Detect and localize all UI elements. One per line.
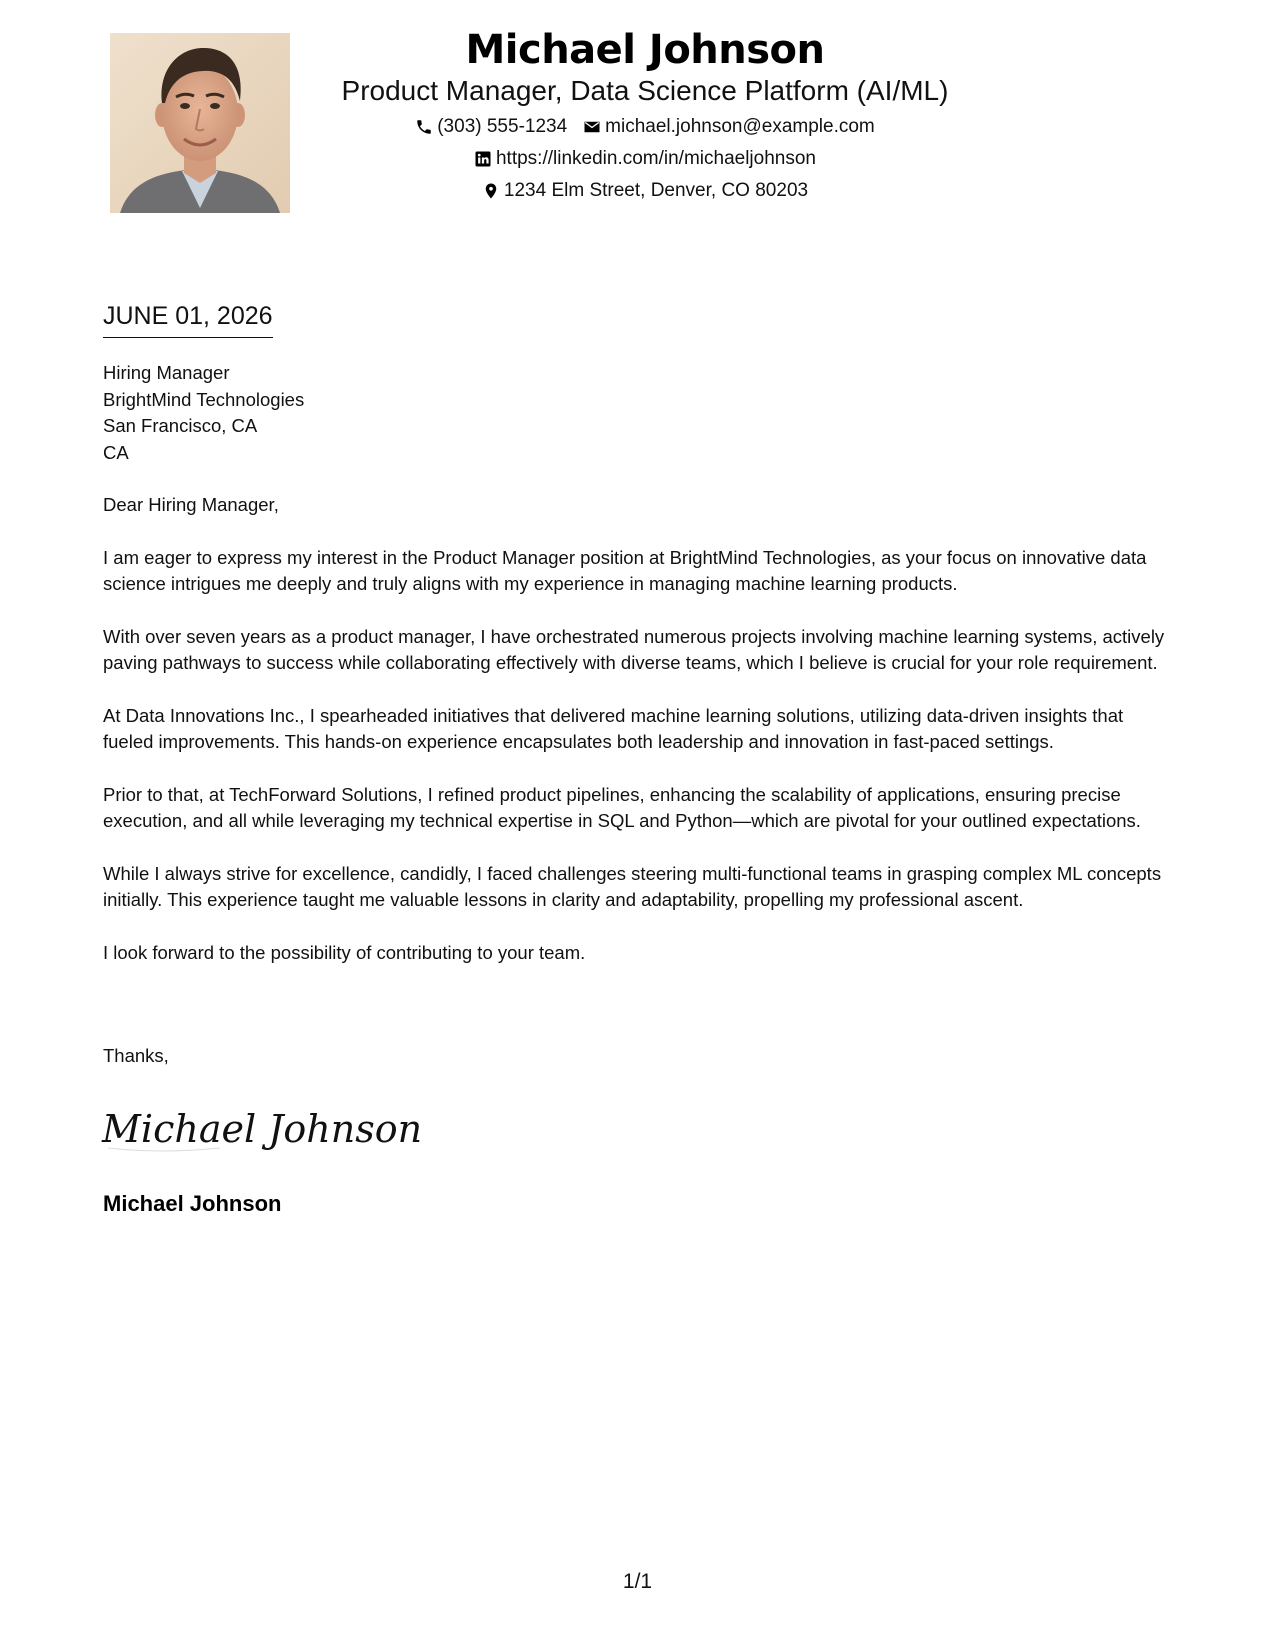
email-address: michael.johnson@example.com	[605, 116, 875, 137]
linkedin-contact	[474, 147, 816, 171]
contact-line-linkedin	[320, 147, 970, 171]
recipient-line: BrightMind Technologies	[103, 388, 305, 410]
body-paragraph: With over seven years as a product manager, I have orchestrated numerous projects involving machine learning systems, actively paving pathways to success while collaborating effectively with diverse teams, which I believe is crucial for your role requirement.	[103, 625, 1165, 673]
email-contact	[583, 115, 875, 139]
recipient-line: Hiring Manager	[103, 362, 230, 383]
body-paragraph: While I always strive for excellence, candidly, I faced challenges steering multi-functional teams in grasping complex ML concepts initially. This experience taught me valuable lessons in clarity and adaptability, propelling my professional ascent.	[103, 862, 1162, 910]
applicant-title: Product Manager, Data Science Platform (AI/ML)	[341, 75, 949, 106]
profile-photo	[110, 33, 290, 213]
phone-number: (303) 555-1234	[437, 116, 568, 137]
street-address: 1234 Elm Street, Denver, CO 80203	[503, 180, 809, 201]
signature-text: Michael Johnson	[102, 1107, 423, 1151]
letter-date: JUNE 01, 2026	[103, 300, 273, 338]
handwritten-signature	[100, 1098, 423, 1160]
body-paragraph: Prior to that, at TechForward Solutions, I refined product pipelines, enhancing the scalability of applications, ensuring precise execution, and all while leveraging my technical expertise in SQL and Python—which are pivotal for your outlined expectations.	[103, 783, 1141, 831]
recipient-line: CA	[103, 441, 129, 463]
closing: Thanks,	[103, 1045, 169, 1066]
page-number: 1/1	[622, 1570, 653, 1593]
letter-header	[320, 20, 970, 203]
address-contact	[482, 179, 808, 203]
body-paragraph: I am eager to express my interest in the Product Manager position at BrightMind Technologies, as your focus on innovative data science intrigues me deeply and truly aligns with my experience in managing machine learning products.	[103, 546, 1147, 594]
recipient-block	[103, 360, 304, 466]
salutation: Dear Hiring Manager,	[103, 494, 279, 515]
body-paragraph: At Data Innovations Inc., I spearheaded initiatives that delivered machine learning solutions, utilizing data-driven insights that fueled improvements. This hands-on experience encapsulates both leadership and innovation in fast-paced settings.	[103, 704, 1124, 752]
map-marker-icon	[482, 182, 500, 200]
phone-icon	[415, 118, 433, 136]
linkedin-icon	[474, 150, 492, 168]
recipient-line: San Francisco, CA	[103, 415, 258, 436]
envelope-icon	[583, 118, 601, 136]
applicant-name: Michael Johnson	[465, 27, 825, 73]
body-paragraph: I look forward to the possibility of contributing to your team.	[103, 941, 586, 963]
contact-line-phone-email	[320, 115, 970, 139]
contact-line-address	[320, 179, 970, 203]
phone-contact	[415, 115, 567, 139]
letter-body	[103, 492, 1178, 992]
linkedin-url: https://linkedin.com/in/michaeljohnson	[495, 148, 816, 169]
signer-name: Michael Johnson	[103, 1191, 282, 1216]
